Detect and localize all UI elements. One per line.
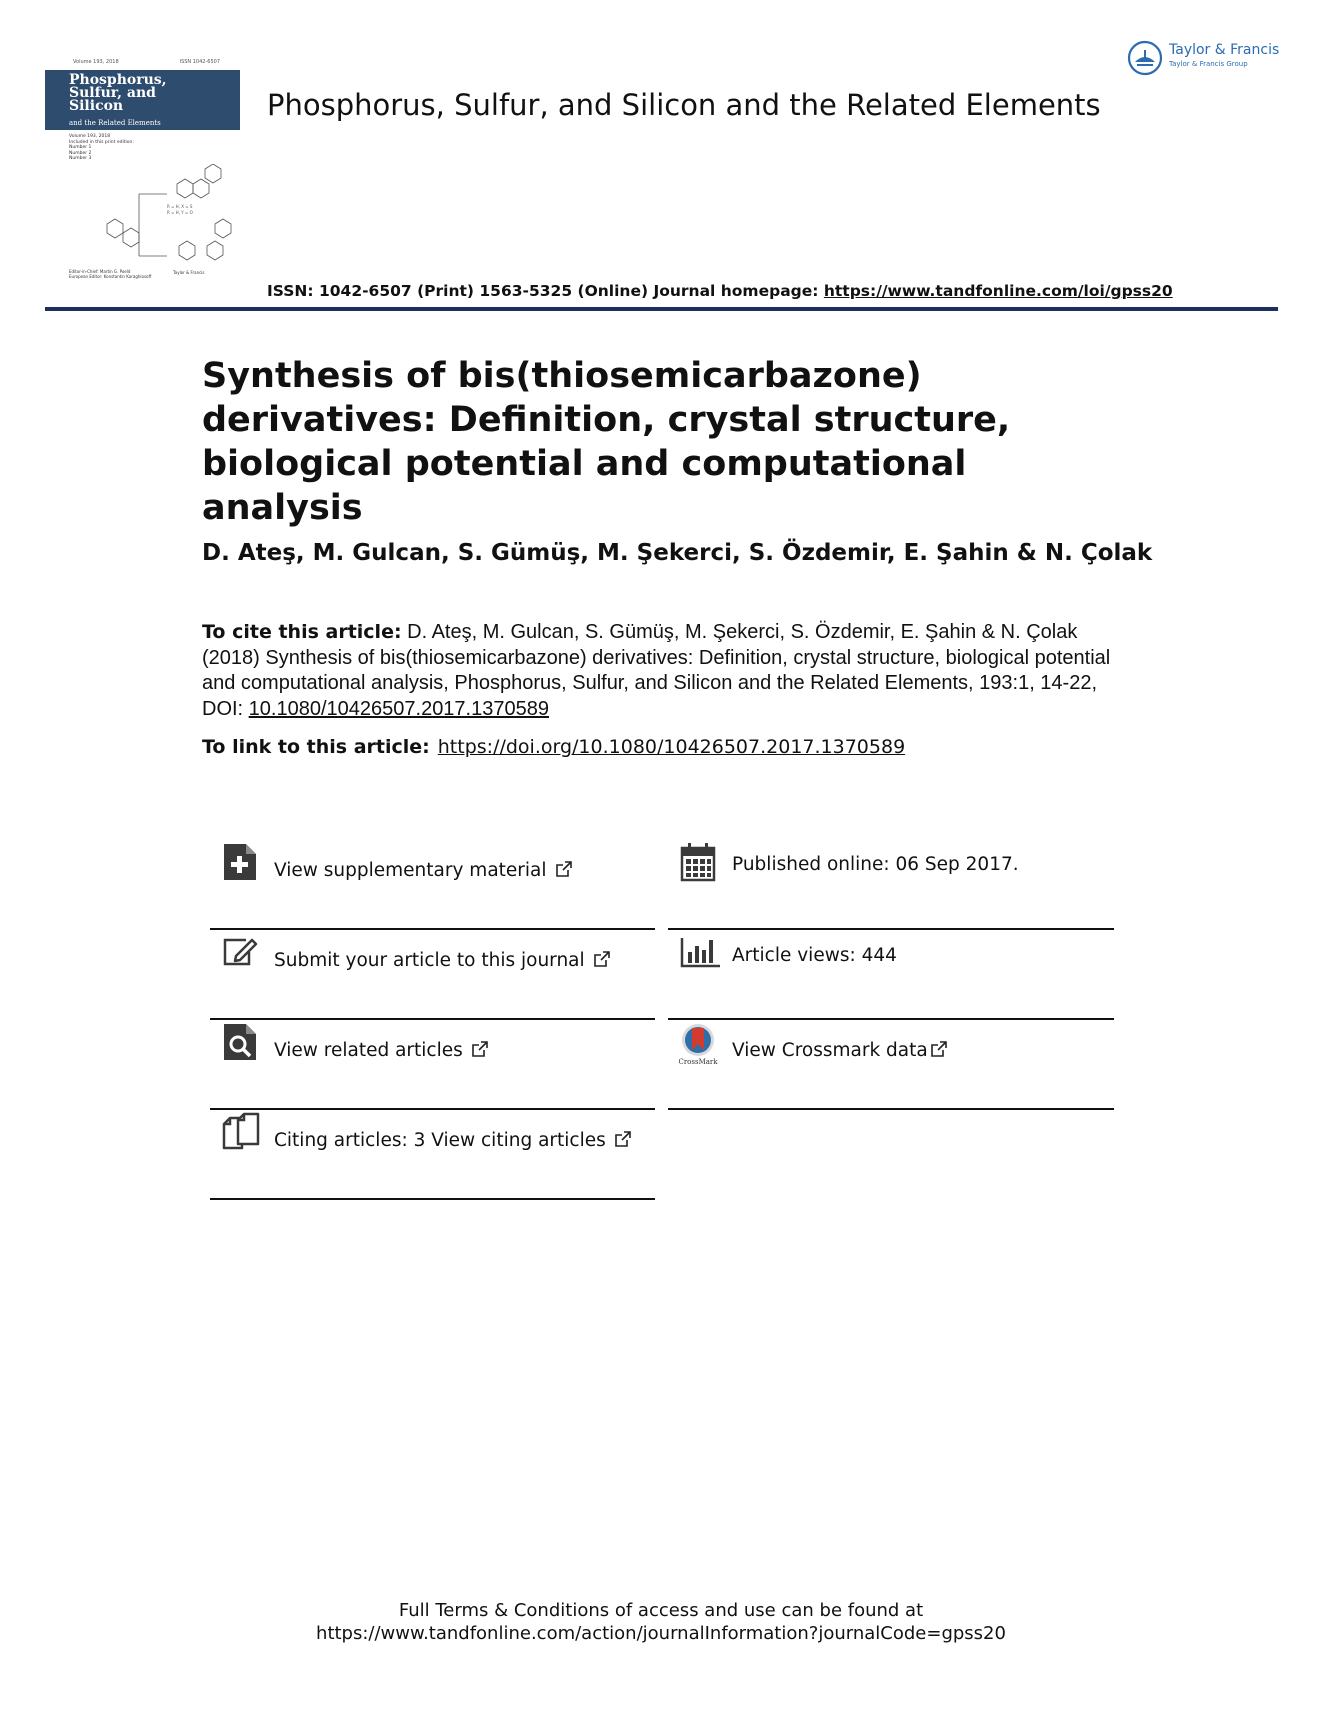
article-title: Synthesis of bis(thiosemicarbazone) derivatives: Definition, crystal structure, biological potential and computational analysis (202, 356, 1011, 528)
cover-info-line: Included in this print edition: (69, 139, 134, 145)
related-articles-label: View related articles (274, 1040, 463, 1061)
publisher-group: Taylor & Francis Group (1169, 60, 1248, 68)
submit-article-item[interactable] (210, 930, 655, 1020)
crossmark-label: View Crossmark data (732, 1040, 928, 1061)
terms-footer (0, 1599, 1322, 1645)
cover-title-line: Phosphorus, (69, 72, 167, 88)
citation-text: D. Ateş, M. Gulcan, S. Gümüş, M. Şekerci, S. Özdemir, E. Şahin & N. Çolak (2018) Synthesis of bis(thiosemicarbazone) derivatives: Definition, crystal structure, biological potential and computational analysis, Phosphorus, Sulfur, and Silicon and the Related Elements, 193:1, 14-22, DOI: (202, 621, 1111, 720)
related-articles-item[interactable] (210, 1020, 655, 1110)
publisher-name: Taylor & Francis (1169, 42, 1280, 58)
header-divider (45, 307, 1278, 311)
cover-title (69, 74, 239, 113)
terms-footer-url[interactable]: https://www.tandfonline.com/action/journalInformation?journalCode=gpss20 (316, 1623, 1006, 1644)
cover-top-strip (45, 54, 240, 68)
article-views-label: Article views: 444 (732, 945, 897, 966)
article-doi-url[interactable]: https://doi.org/10.1080/10426507.2017.1370589 (437, 736, 906, 758)
issn-line (267, 282, 1173, 300)
supplementary-material-item[interactable] (210, 840, 655, 930)
svg-text:R = H, X = S: R = H, X = S (167, 204, 193, 209)
cover-editor-line: European Editor: Konstantin Karaghiosoff (69, 274, 152, 279)
cover-info-line: Volume 193, 2018 (69, 134, 111, 139)
supplementary-material-text (274, 860, 573, 881)
article-views-item (668, 930, 1114, 1020)
search-document-icon (222, 1022, 258, 1062)
journal-homepage-link[interactable]: https://www.tandfonline.com/loi/gpss20 (823, 282, 1173, 300)
cover-info (69, 134, 134, 162)
taylor-francis-logo[interactable] (1127, 38, 1287, 78)
journal-cover-image (45, 54, 240, 283)
crossmark-logo-text: CrossMark (678, 1058, 718, 1066)
related-articles-text (274, 1040, 489, 1061)
external-link-icon (471, 1040, 489, 1058)
cover-title-line: Sulfur, and (69, 85, 156, 101)
submit-article-text (274, 950, 611, 971)
item-divider (210, 1198, 655, 1200)
cover-title-line: Silicon (69, 98, 124, 114)
cover-issn: ISSN 1042-6507 (179, 59, 220, 65)
citing-articles-text (274, 1130, 632, 1151)
citation-block (202, 620, 1122, 722)
supplementary-material-label: View supplementary material (274, 860, 547, 881)
citation-doi-link[interactable]: 10.1080/10426507.2017.1370589 (248, 697, 549, 720)
crossmark-icon (676, 1022, 720, 1066)
external-link-icon (614, 1130, 632, 1148)
crossmark-item[interactable] (668, 1020, 1114, 1110)
edit-icon (222, 934, 258, 974)
article-authors: D. Ateş, M. Gulcan, S. Gümüş, M. Şekerci, S. Özdemir, E. Şahin & N. Çolak (202, 540, 1153, 566)
article-link-label: To link to this article: (202, 736, 430, 758)
external-link-icon (555, 860, 573, 878)
svg-text:R = H, Y = O: R = H, Y = O (167, 210, 193, 215)
article-link-line (202, 736, 905, 758)
taylor-francis-logo-icon (1127, 40, 1163, 76)
citation-label: To cite this article: (202, 621, 402, 643)
cover-info-line: Number 1 (69, 145, 92, 150)
copy-documents-icon (222, 1112, 260, 1152)
cover-volume: Volume 193, 2018 (73, 59, 119, 65)
journal-title: Phosphorus, Sulfur, and Silicon and the Related Elements (267, 88, 1101, 122)
citing-articles-item[interactable] (210, 1110, 655, 1200)
cover-subtitle: and the Related Elements (69, 119, 161, 127)
published-online-label: Published online: 06 Sep 2017. (732, 854, 1019, 875)
issn-text: ISSN: 1042-6507 (Print) 1563-5325 (Online) Journal homepage: (267, 282, 824, 300)
file-plus-icon (222, 842, 258, 882)
external-link-icon (593, 950, 611, 968)
cover-editors (69, 269, 151, 279)
published-online-item (668, 840, 1114, 930)
cover-publisher: Taylor & Francis (173, 270, 205, 275)
citing-articles-label: Citing articles: 3 View citing articles (274, 1130, 606, 1151)
cover-editor-line: Editor-in-Chief: Martin G. Poeld (69, 269, 131, 274)
cover-info-line: Number 3 (69, 156, 92, 161)
submit-article-label: Submit your article to this journal (274, 950, 585, 971)
terms-footer-line: Full Terms & Conditions of access and use can be found at (398, 1600, 924, 1621)
cover-chemical-structures (67, 164, 237, 264)
external-link-icon (930, 1040, 948, 1058)
calendar-icon (680, 842, 716, 882)
cover-info-line: Number 2 (69, 150, 92, 156)
crossmark-text (732, 1040, 948, 1061)
item-divider (668, 1108, 1114, 1110)
bar-chart-icon (680, 934, 720, 974)
